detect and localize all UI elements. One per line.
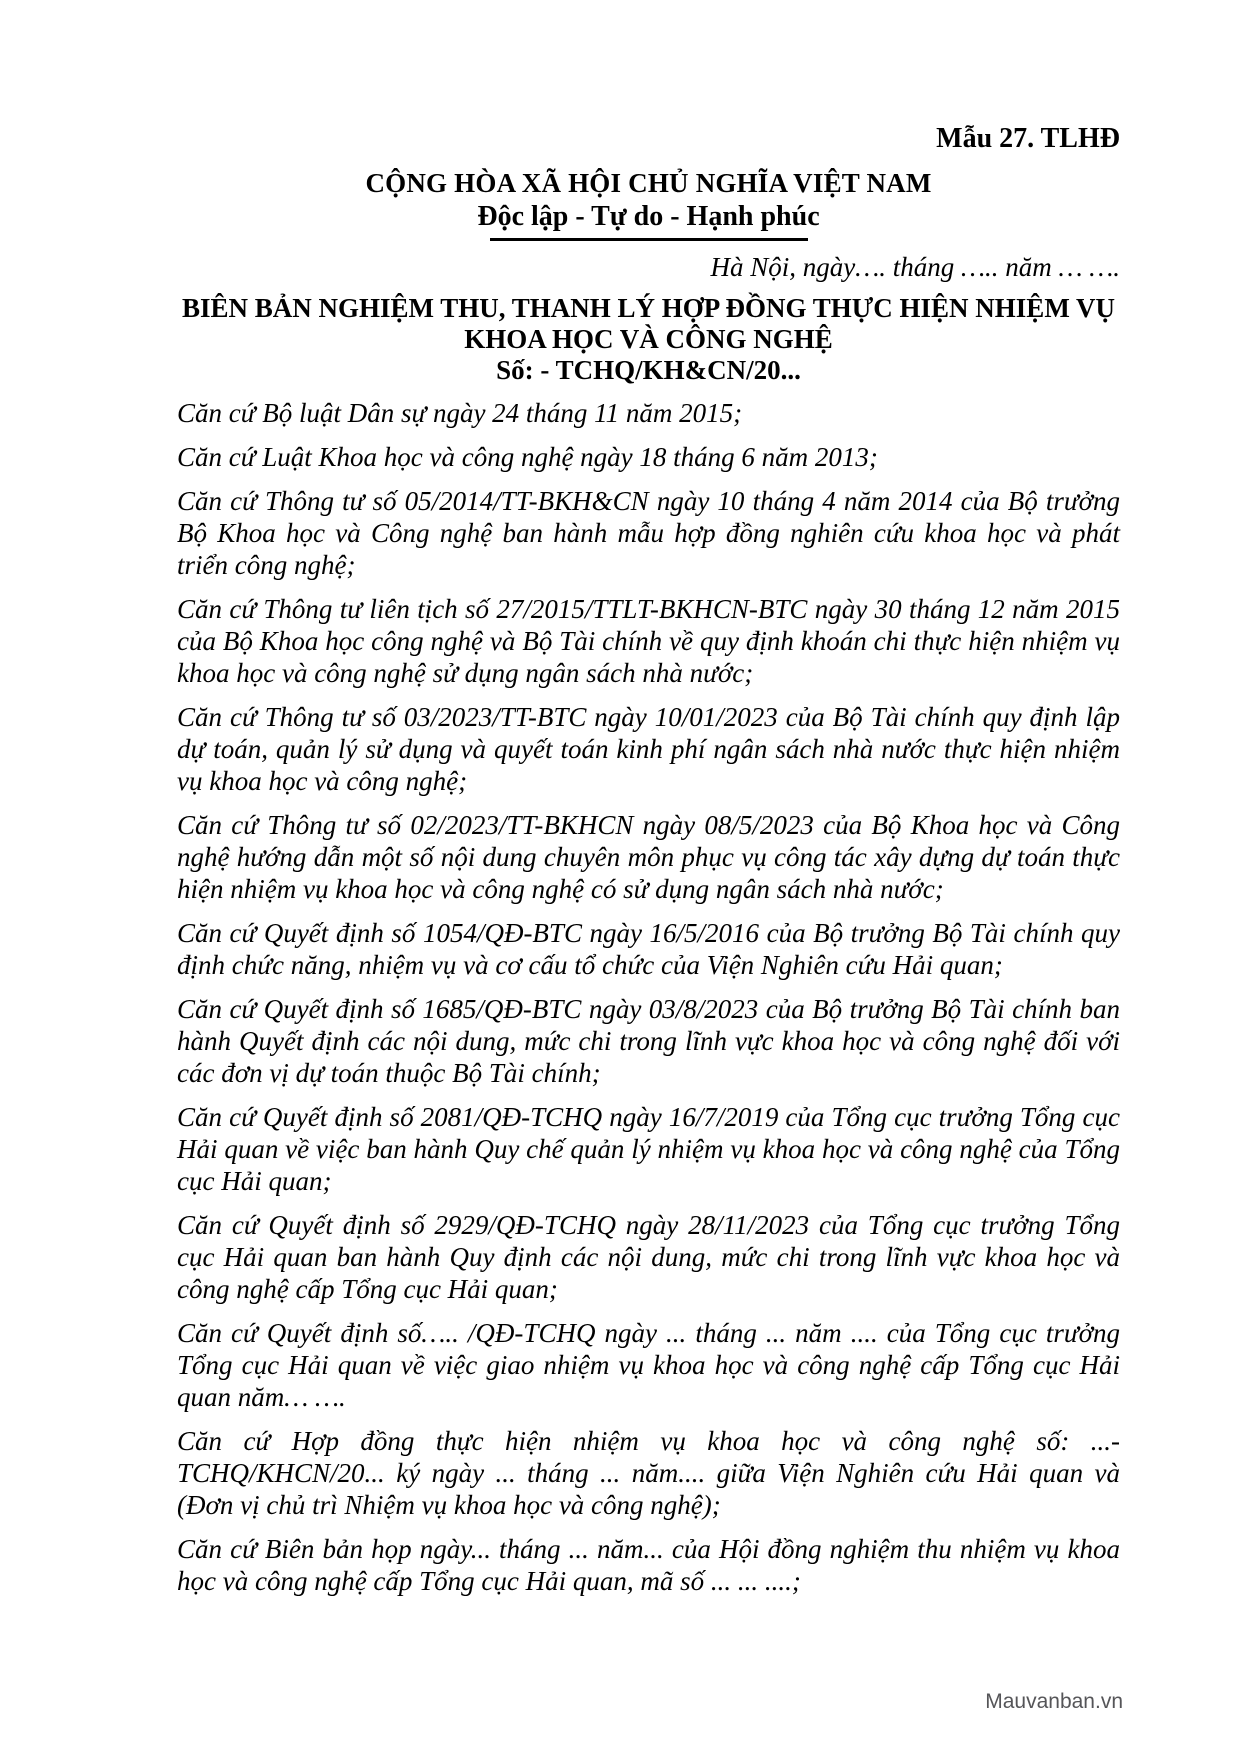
legal-basis-paragraph: Căn cứ Quyết định số 2929/QĐ-TCHQ ngày 28/11/2023 của Tổng cục trưởng Tổng cục Hải quan ban hành Quy định các nội dung, mức chi trong lĩnh vực khoa học và công nghệ cấp Tổng cục Hải quan;: [177, 1210, 1120, 1304]
legal-basis-paragraph: Căn cứ Thông tư số 02/2023/TT-BKHCN ngày 08/5/2023 của Bộ Khoa học và Công nghệ hướng dẫn một số nội dung chuyên môn phục vụ công tác xây dựng dự toán thực hiện nhiệm vụ khoa học và công nghệ có sử dụng ngân sách nhà nước;: [177, 810, 1120, 904]
document-number: Số: - TCHQ/KH&CN/20...: [496, 355, 801, 385]
legal-basis-paragraph: Căn cứ Bộ luật Dân sự ngày 24 tháng 11 năm 2015;: [177, 398, 743, 428]
motto-underline: [490, 238, 808, 241]
legal-basis-paragraph: Căn cứ Thông tư liên tịch số 27/2015/TTLT-BKHCN-BTC ngày 30 tháng 12 năm 2015 của Bộ Khoa học công nghệ và Bộ Tài chính về quy định khoán chi thực hiện nhiệm vụ khoa học và công nghệ sử dụng ngân sách nhà nước;: [177, 594, 1120, 688]
legal-basis-paragraph: Căn cứ Quyết định số 1685/QĐ-BTC ngày 03/8/2023 của Bộ trưởng Bộ Tài chính ban hành Quyết định các nội dung, mức chi trong lĩnh vực khoa học và công nghệ đối với các đơn vị dự toán thuộc Bộ Tài chính;: [177, 994, 1120, 1088]
national-header-title: CỘNG HÒA XÃ HỘI CHỦ NGHĨA VIỆT NAM: [365, 168, 932, 198]
legal-basis-paragraph: Căn cứ Hợp đồng thực hiện nhiệm vụ khoa học và công nghệ số: ...- TCHQ/KHCN/20... ký ngày ... tháng ... năm.... giữa Viện Nghiên cứu Hải quan và (Đơn vị chủ trì Nhiệm vụ khoa học và công nghệ);: [177, 1426, 1120, 1520]
legal-basis-paragraph: Căn cứ Quyết định số 1054/QĐ-BTC ngày 16/5/2016 của Bộ trưởng Bộ Tài chính quy định chức năng, nhiệm vụ và cơ cấu tổ chức của Viện Nghiên cứu Hải quan;: [177, 918, 1120, 980]
document-title-line-1: BIÊN BẢN NGHIỆM THU, THANH LÝ HỢP ĐỒNG THỰC HIỆN NHIỆM VỤ: [181, 293, 1116, 323]
national-header: [177, 167, 1120, 241]
legal-basis-paragraph: Căn cứ Thông tư số 03/2023/TT-BTC ngày 10/01/2023 của Bộ Tài chính quy định lập dự toán, quản lý sử dụng và quyết toán kinh phí ngân sách nhà nước thực hiện nhiệm vụ khoa học và công nghệ;: [177, 702, 1120, 796]
legal-basis-section: [177, 397, 1120, 1597]
watermark-text: Mauvanban.vn: [985, 1690, 1123, 1713]
legal-basis-paragraph: Căn cứ Luật Khoa học và công nghệ ngày 18 tháng 6 năm 2013;: [177, 442, 878, 472]
legal-basis-paragraph: Căn cứ Thông tư số 05/2014/TT-BKH&CN ngày 10 tháng 4 năm 2014 của Bộ trưởng Bộ Khoa học và Công nghệ ban hành mẫu hợp đồng nghiên cứu khoa học và phát triển công nghệ;: [177, 486, 1120, 580]
form-code-label: Mẫu 27. TLHĐ: [936, 123, 1120, 154]
legal-basis-paragraph: Căn cứ Quyết định số 2081/QĐ-TCHQ ngày 16/7/2019 của Tổng cục trưởng Tổng cục Hải quan về việc ban hành Quy chế quản lý nhiệm vụ khoa học và công nghệ của Tổng cục Hải quan;: [177, 1102, 1120, 1196]
legal-basis-paragraph: Căn cứ Quyết định số….. /QĐ-TCHQ ngày ... tháng ... năm .... của Tổng cục trưởng Tổng cục Hải quan về việc giao nhiệm vụ khoa học và công nghệ cấp Tổng cục Hải quan năm… ….: [177, 1318, 1120, 1412]
legal-basis-paragraph: Căn cứ Biên bản họp ngày... tháng ... năm... của Hội đồng nghiệm thu nhiệm vụ khoa học và công nghệ cấp Tổng cục Hải quan, mã số ... ... ....;: [177, 1534, 1120, 1596]
national-header-motto: Độc lập - Tự do - Hạnh phúc: [477, 201, 820, 232]
date-place-line: Hà Nội, ngày…. tháng ….. năm … ….: [710, 252, 1120, 282]
document-title-line-2: KHOA HỌC VÀ CÔNG NGHỆ: [464, 324, 833, 354]
document-title: [177, 293, 1120, 386]
